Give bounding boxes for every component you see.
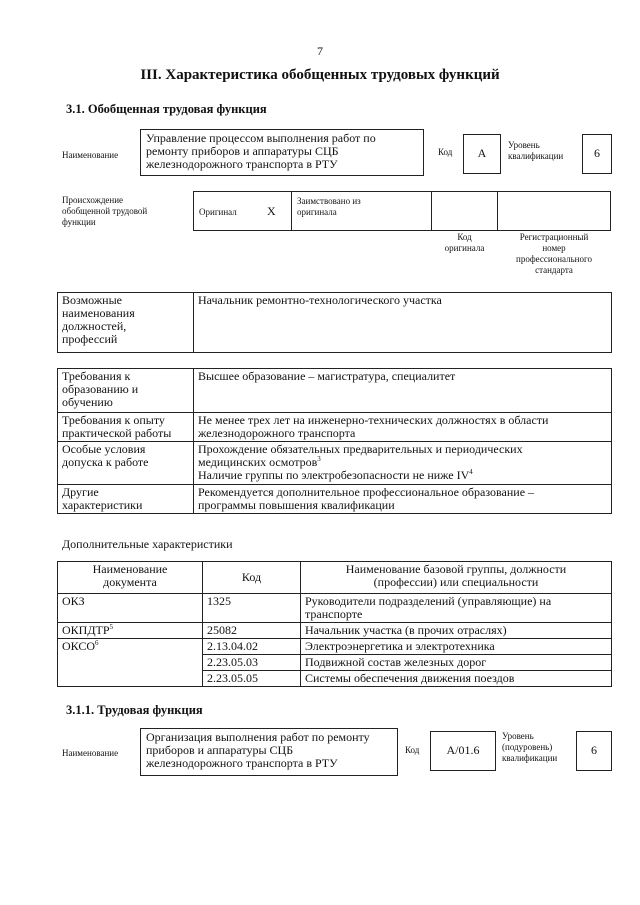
tf-level-box [576, 731, 612, 771]
origin-original-mark: Х [267, 204, 276, 218]
tf-level-label: Уровень (подуровень) квалификации [502, 731, 558, 763]
tf-code-box [430, 731, 496, 771]
requirements-table [57, 368, 612, 514]
gtf-name-box [140, 129, 424, 176]
row-name: Системы обеспечения движения поездов [301, 671, 612, 687]
row-name: Электроэнергетика и электротехника [301, 639, 612, 655]
origin-original-label: Оригинал [199, 207, 237, 217]
page-number: 7 [317, 44, 323, 58]
header-name: Наименование базовой группы, должности (профессии) или специальности [301, 562, 612, 594]
table-row [58, 623, 612, 639]
origin-borrowed-label: Заимствовано из оригинала [297, 196, 361, 217]
gtf-name-line: Управление процессом выполнения работ по [146, 131, 376, 145]
header-doc: Наименование документа [58, 562, 203, 594]
gtf-heading: 3.1. Обобщенная трудовая функция [66, 102, 267, 116]
gtf-name-line: ремонту приборов и аппаратуры СЦБ [146, 144, 339, 158]
row-code: 25082 [203, 623, 301, 639]
row-doc: ОКПДТР$^5$ [58, 623, 203, 639]
additional-table [57, 561, 612, 687]
requirement-label: Другие характеристики [58, 485, 194, 514]
positions-label: Возможные наименования должностей, профессий [58, 293, 194, 353]
row-doc: ОКЗ [58, 594, 203, 623]
origin-original-cell [193, 191, 292, 231]
gtf-code-label: Код [438, 147, 453, 157]
table-row [58, 594, 612, 623]
row-name: Подвижной состав железных дорог [301, 655, 612, 671]
requirement-row [58, 442, 612, 485]
row-name: Руководители подразделений (управляющие) на транспорте [301, 594, 612, 623]
requirement-value: Рекомендуется дополнительное профессиональное образование – программы повышения квалификации [194, 485, 612, 514]
requirement-label: Особые условия допуска к работе [58, 442, 194, 485]
tf-name-box [140, 728, 398, 776]
gtf-code-box [463, 134, 501, 174]
row-code: 2.13.04.02 [203, 639, 301, 655]
footnote-ref: 4 [469, 468, 473, 476]
table-row [58, 639, 612, 655]
gtf-level-label: Уровень квалификации [508, 140, 564, 161]
tf-code: А/01.6 [446, 743, 480, 757]
additional-heading: Дополнительные характеристики [62, 537, 233, 551]
requirement-row [58, 369, 612, 413]
requirement-value: Не менее трех лет на инженерно-технических должностях в области железнодорожного транспорта [194, 413, 612, 442]
origin-label: Происхождение обобщенной трудовой функции [62, 195, 148, 227]
row-doc: ОКСО$^6$ [58, 639, 203, 687]
origin-reg-caption: Регистрационный номер профессионального стандарта [516, 232, 592, 275]
gtf-code: А [477, 146, 487, 160]
requirement-row [58, 413, 612, 442]
row-code: 1325 [203, 594, 301, 623]
requirement-label: Требования к образованию и обучению [58, 369, 194, 413]
gtf-name-label: Наименование [62, 150, 119, 160]
requirement-label: Требования к опыту практической работы [58, 413, 194, 442]
row-name: Начальник участка (в прочих отраслях) [301, 623, 612, 639]
tf-code-label: Код [405, 745, 420, 755]
gtf-level: 6 [594, 146, 600, 160]
positions-table [57, 292, 612, 353]
row-code: 2.23.05.05 [203, 671, 301, 687]
tf-name-label: Наименование [62, 748, 119, 758]
positions-value: Начальник ремонтно-технологического участка [194, 293, 612, 353]
section-title: III. Характеристика обобщенных трудовых функций [140, 67, 500, 83]
tf-name-line: железнодорожного транспорта в РТУ [146, 756, 338, 770]
requirement-value: Высшее образование – магистратура, специалитет [194, 369, 612, 413]
header-code: Код [203, 562, 301, 594]
tf-name-line: Организация выполнения работ по ремонту [146, 730, 370, 744]
origin-reg-cell [497, 191, 611, 231]
additional-header-row [58, 562, 612, 594]
gtf-level-box [582, 134, 612, 174]
requirement-value: Прохождение обязательных предварительных и периодических медицинских осмотров$^3$ Наличие группы по электробезопасности не ниже $IV^4$ [194, 442, 612, 485]
origin-code-caption: Код оригинала [444, 232, 485, 253]
tf-name-line: приборов и аппаратуры СЦБ [146, 743, 294, 757]
footnote-ref: 3 [317, 455, 321, 463]
tf-heading: 3.1.1. Трудовая функция [66, 703, 203, 717]
row-code: 2.23.05.03 [203, 655, 301, 671]
gtf-name-line: железнодорожного транспорта в РТУ [146, 157, 338, 171]
requirement-row [58, 485, 612, 514]
origin-borrowed-cell [291, 191, 432, 231]
origin-code-cell [431, 191, 498, 231]
tf-level: 6 [591, 743, 597, 757]
